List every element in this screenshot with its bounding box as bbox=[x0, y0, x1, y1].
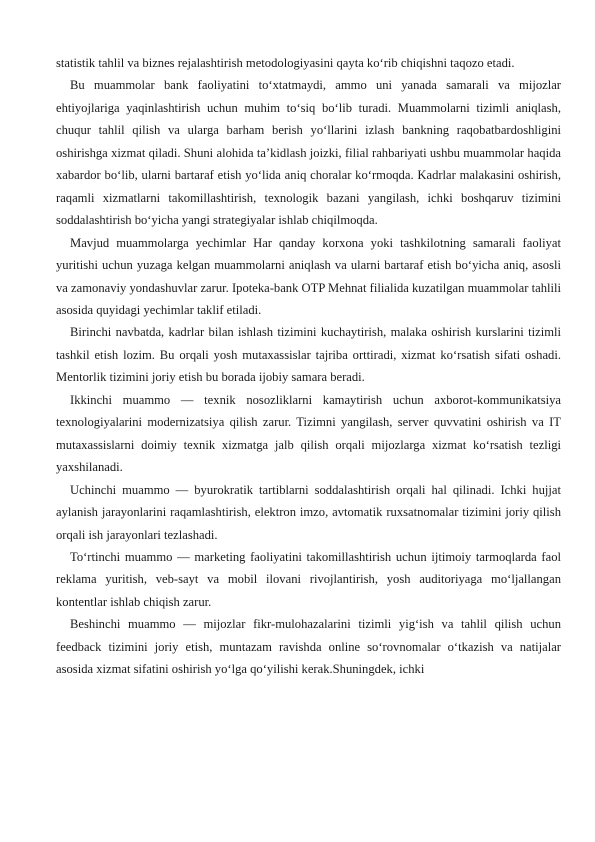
paragraph-solutions-intro: Mavjud muammolarga yechimlar Har qanday korxona yoki tashkilotning samarali faoliyat yuritishi uchun yuzaga kelgan muammolarni aniqlash va ularni bartaraf etish bo‘yicha aniq, asosli va zamonaviy yondashuvlar zarur. Ipoteka-bank OTP Mehnat filialida kuzatilgan muammolar tahlili asosida quyidagi yechimlar taklif etiladi. bbox=[56, 235, 561, 317]
paragraph-second-problem: Ikkinchi muammo — texnik nosozliklarni kamaytirish uchun axborot-kommunikatsiya texnologiyalarini modernizatsiya qilish zarur. Tizimni yangilash, server quvvatini oshirish va IT mutaxassislarni doimiy texnik xizmatga jalb qilish orqali mijozlarga xizmat ko‘rsatish tezligi yaxshilanadi. bbox=[56, 392, 561, 475]
paragraph-problems-overview: Bu muammolar bank faoliyatini to‘xtatmaydi, ammo uni yanada samarali va mijozlar ehtiyojlariga yaqinlashtirish uchun muhim to‘siq bo‘lib turadi. Muammolarni tizimli aniqlash, chuqur tahlil qilish va ularga barham berish yo‘llarini izlash bankning raqobatbardoshligini oshirishga xizmat qiladi. Shuni alohida ta’kidlash joizki, filial rahbariyati ushbu muammolar haqida xabardor bo‘lib, ularni bartaraf etish yo‘lida aniq choralar ko‘rmoqda. Kadrlar malakasini oshirish, raqamli xizmatlarni takomillashtirish, texnologik bazani yangilash, ichki boshqaruv tizimini soddalashtirish bo‘yicha yangi strategiyalar ishlab chiqilmoqda. bbox=[56, 78, 561, 228]
paragraph-third-problem: Uchinchi muammo — byurokratik tartiblarni soddalashtirish orqali hal qilinadi. Ichki hujjat aylanish jarayonlarini raqamlashtirish, elektron imzo, avtomatik ruxsatnomalar tizimini joriy qilish orqali ish jarayonlari tezlashadi. bbox=[56, 482, 561, 542]
paragraph-first-solution: Birinchi navbatda, kadrlar bilan ishlash tizimini kuchaytirish, malaka oshirish kurslarini tizimli tashkil etish lozim. Bu orqali yosh mutaxassislar tajriba orttiradi, xizmat ko‘rsatish sifati oshadi. Mentorlik tizimini joriy etish bu borada ijobiy samara beradi. bbox=[56, 325, 561, 385]
body-text bbox=[56, 52, 561, 681]
paragraph-fifth-problem: Beshinchi muammo — mijozlar fikr-mulohazalarini tizimli yig‘ish va tahlil qilish uchun feedback tizimini joriy etish, muntazam ravishda online so‘rovnomalar o‘tkazish va natijalar asosida xizmat sifatini oshirish yo‘lga qo‘yilishi kerak.Shuningdek, ichki bbox=[56, 617, 561, 677]
paragraph-continuation: statistik tahlil va biznes rejalashtirish metodologiyasini qayta ko‘rib chiqishni taqozo etadi. bbox=[56, 56, 515, 70]
paragraph-fourth-problem: To‘rtinchi muammo — marketing faoliyatini takomillashtirish uchun ijtimoiy tarmoqlarda faol reklama yuritish, veb-sayt va mobil ilovani rivojlantirish, yosh auditoriyaga mo‘ljallangan kontentlar ishlab chiqish zarur. bbox=[56, 549, 561, 609]
